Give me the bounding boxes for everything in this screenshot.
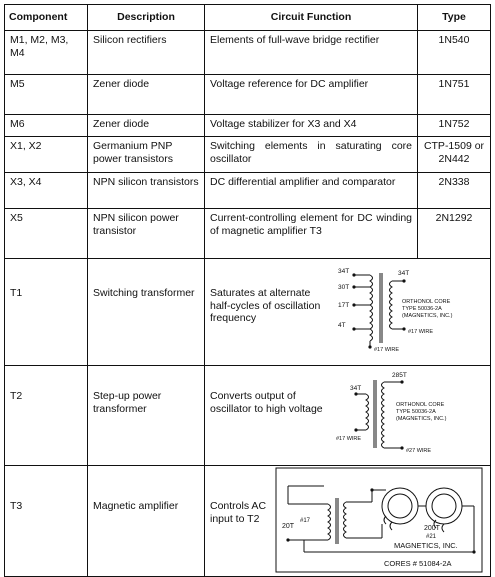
function-cell: Voltage reference for DC amplifier [205, 75, 418, 115]
header-type: Type [418, 5, 491, 31]
type-cell: 1N540 [418, 31, 491, 75]
t1-core-label: (MAGNETICS, INC.) [402, 313, 453, 319]
table-row [5, 75, 491, 115]
description-cell: Step-up power transformer [88, 366, 205, 466]
function-cell [205, 366, 491, 466]
t3-turns-label: 20T [282, 523, 295, 530]
t2-core-label: TYPE 50036-2A [396, 409, 436, 415]
header-row [5, 5, 491, 31]
type-cell: 1N751 [418, 75, 491, 115]
t1-transformer-diagram [332, 259, 491, 359]
description-cell: Silicon rectifiers [88, 31, 205, 75]
t3-cores-label: CORES # 51084-2A [384, 559, 452, 568]
t1-turns-label: 34T [338, 268, 350, 275]
component-cell: T1 [5, 259, 88, 366]
t1-wire-label: #17 WIRE [408, 329, 434, 335]
table-row [5, 466, 491, 577]
t2-wire-label: #27 WIRE [406, 448, 432, 454]
t2-core-label: ORTHONOL CORE [396, 402, 445, 408]
component-cell: M1, M2, M3, M4 [5, 31, 88, 75]
function-text: Controls AC input to T2 [210, 500, 267, 525]
function-cell: DC differential amplifier and comparator [205, 173, 418, 209]
function-text: Converts output of oscillator to high voltage [210, 390, 323, 415]
description-cell: Zener diode [88, 115, 205, 137]
component-cell: T3 [5, 466, 88, 577]
header-description: Description [88, 5, 205, 31]
t3-wire-label: #21 [426, 534, 437, 540]
description-cell: Germanium PNP power transistors [88, 137, 205, 173]
type-cell: 2N1292 [418, 209, 491, 259]
description-cell: NPN silicon transistors [88, 173, 205, 209]
component-cell: X3, X4 [5, 173, 88, 209]
t3-maker-label: MAGNETICS, INC. [394, 541, 458, 550]
t1-wire-label: #17 WIRE [374, 347, 400, 353]
type-cell: 2N338 [418, 173, 491, 209]
type-cell: CTP-1509 or 2N442 [418, 137, 491, 173]
t1-core-label: TYPE 50036-2A [402, 306, 442, 312]
t1-turns-label: 30T [338, 284, 350, 291]
function-cell [205, 466, 491, 577]
table-row [5, 115, 491, 137]
t1-turns-label: 4T [338, 322, 346, 329]
function-cell: Current-controlling element for DC winding of magnetic amplifier T3 [205, 209, 418, 259]
component-cell: X1, X2 [5, 137, 88, 173]
table-row [5, 173, 491, 209]
t1-turns-label: 34T [398, 270, 410, 277]
table-row [5, 31, 491, 75]
t1-core-label: ORTHONOL CORE [402, 299, 451, 305]
component-cell: M5 [5, 75, 88, 115]
table-row [5, 137, 491, 173]
t3-turns-label: 200T [424, 525, 440, 532]
t3-wire-label: #17 [300, 518, 311, 524]
header-circuit-function: Circuit Function [205, 5, 418, 31]
component-cell: M6 [5, 115, 88, 137]
table-row [5, 366, 491, 466]
type-cell: 1N752 [418, 115, 491, 137]
table-row [5, 209, 491, 259]
t2-core-label: (MAGNETICS, INC.) [396, 416, 447, 422]
function-cell: Switching elements in saturating core oscillator [205, 137, 418, 173]
function-cell [205, 259, 491, 366]
t1-turns-label: 17T [338, 302, 350, 309]
description-cell: Zener diode [88, 75, 205, 115]
header-component: Component [5, 5, 88, 31]
function-text: Saturates at alternate half-cycles of oscillation frequency [210, 287, 321, 325]
t2-transformer-diagram [332, 366, 491, 460]
t2-turns-label: 285T [392, 372, 407, 379]
description-cell: Magnetic amplifier [88, 466, 205, 577]
table-row [5, 259, 491, 366]
description-cell: Switching transformer [88, 259, 205, 366]
component-cell: T2 [5, 366, 88, 466]
t3-magnetic-amplifier-diagram [274, 466, 490, 574]
function-cell: Elements of full-wave bridge rectifier [205, 31, 418, 75]
t2-turns-label: 34T [350, 385, 362, 392]
component-cell: X5 [5, 209, 88, 259]
component-table [4, 4, 491, 577]
description-cell: NPN silicon power transistor [88, 209, 205, 259]
function-cell: Voltage stabilizer for X3 and X4 [205, 115, 418, 137]
t2-wire-label: #17 WIRE [336, 436, 362, 442]
